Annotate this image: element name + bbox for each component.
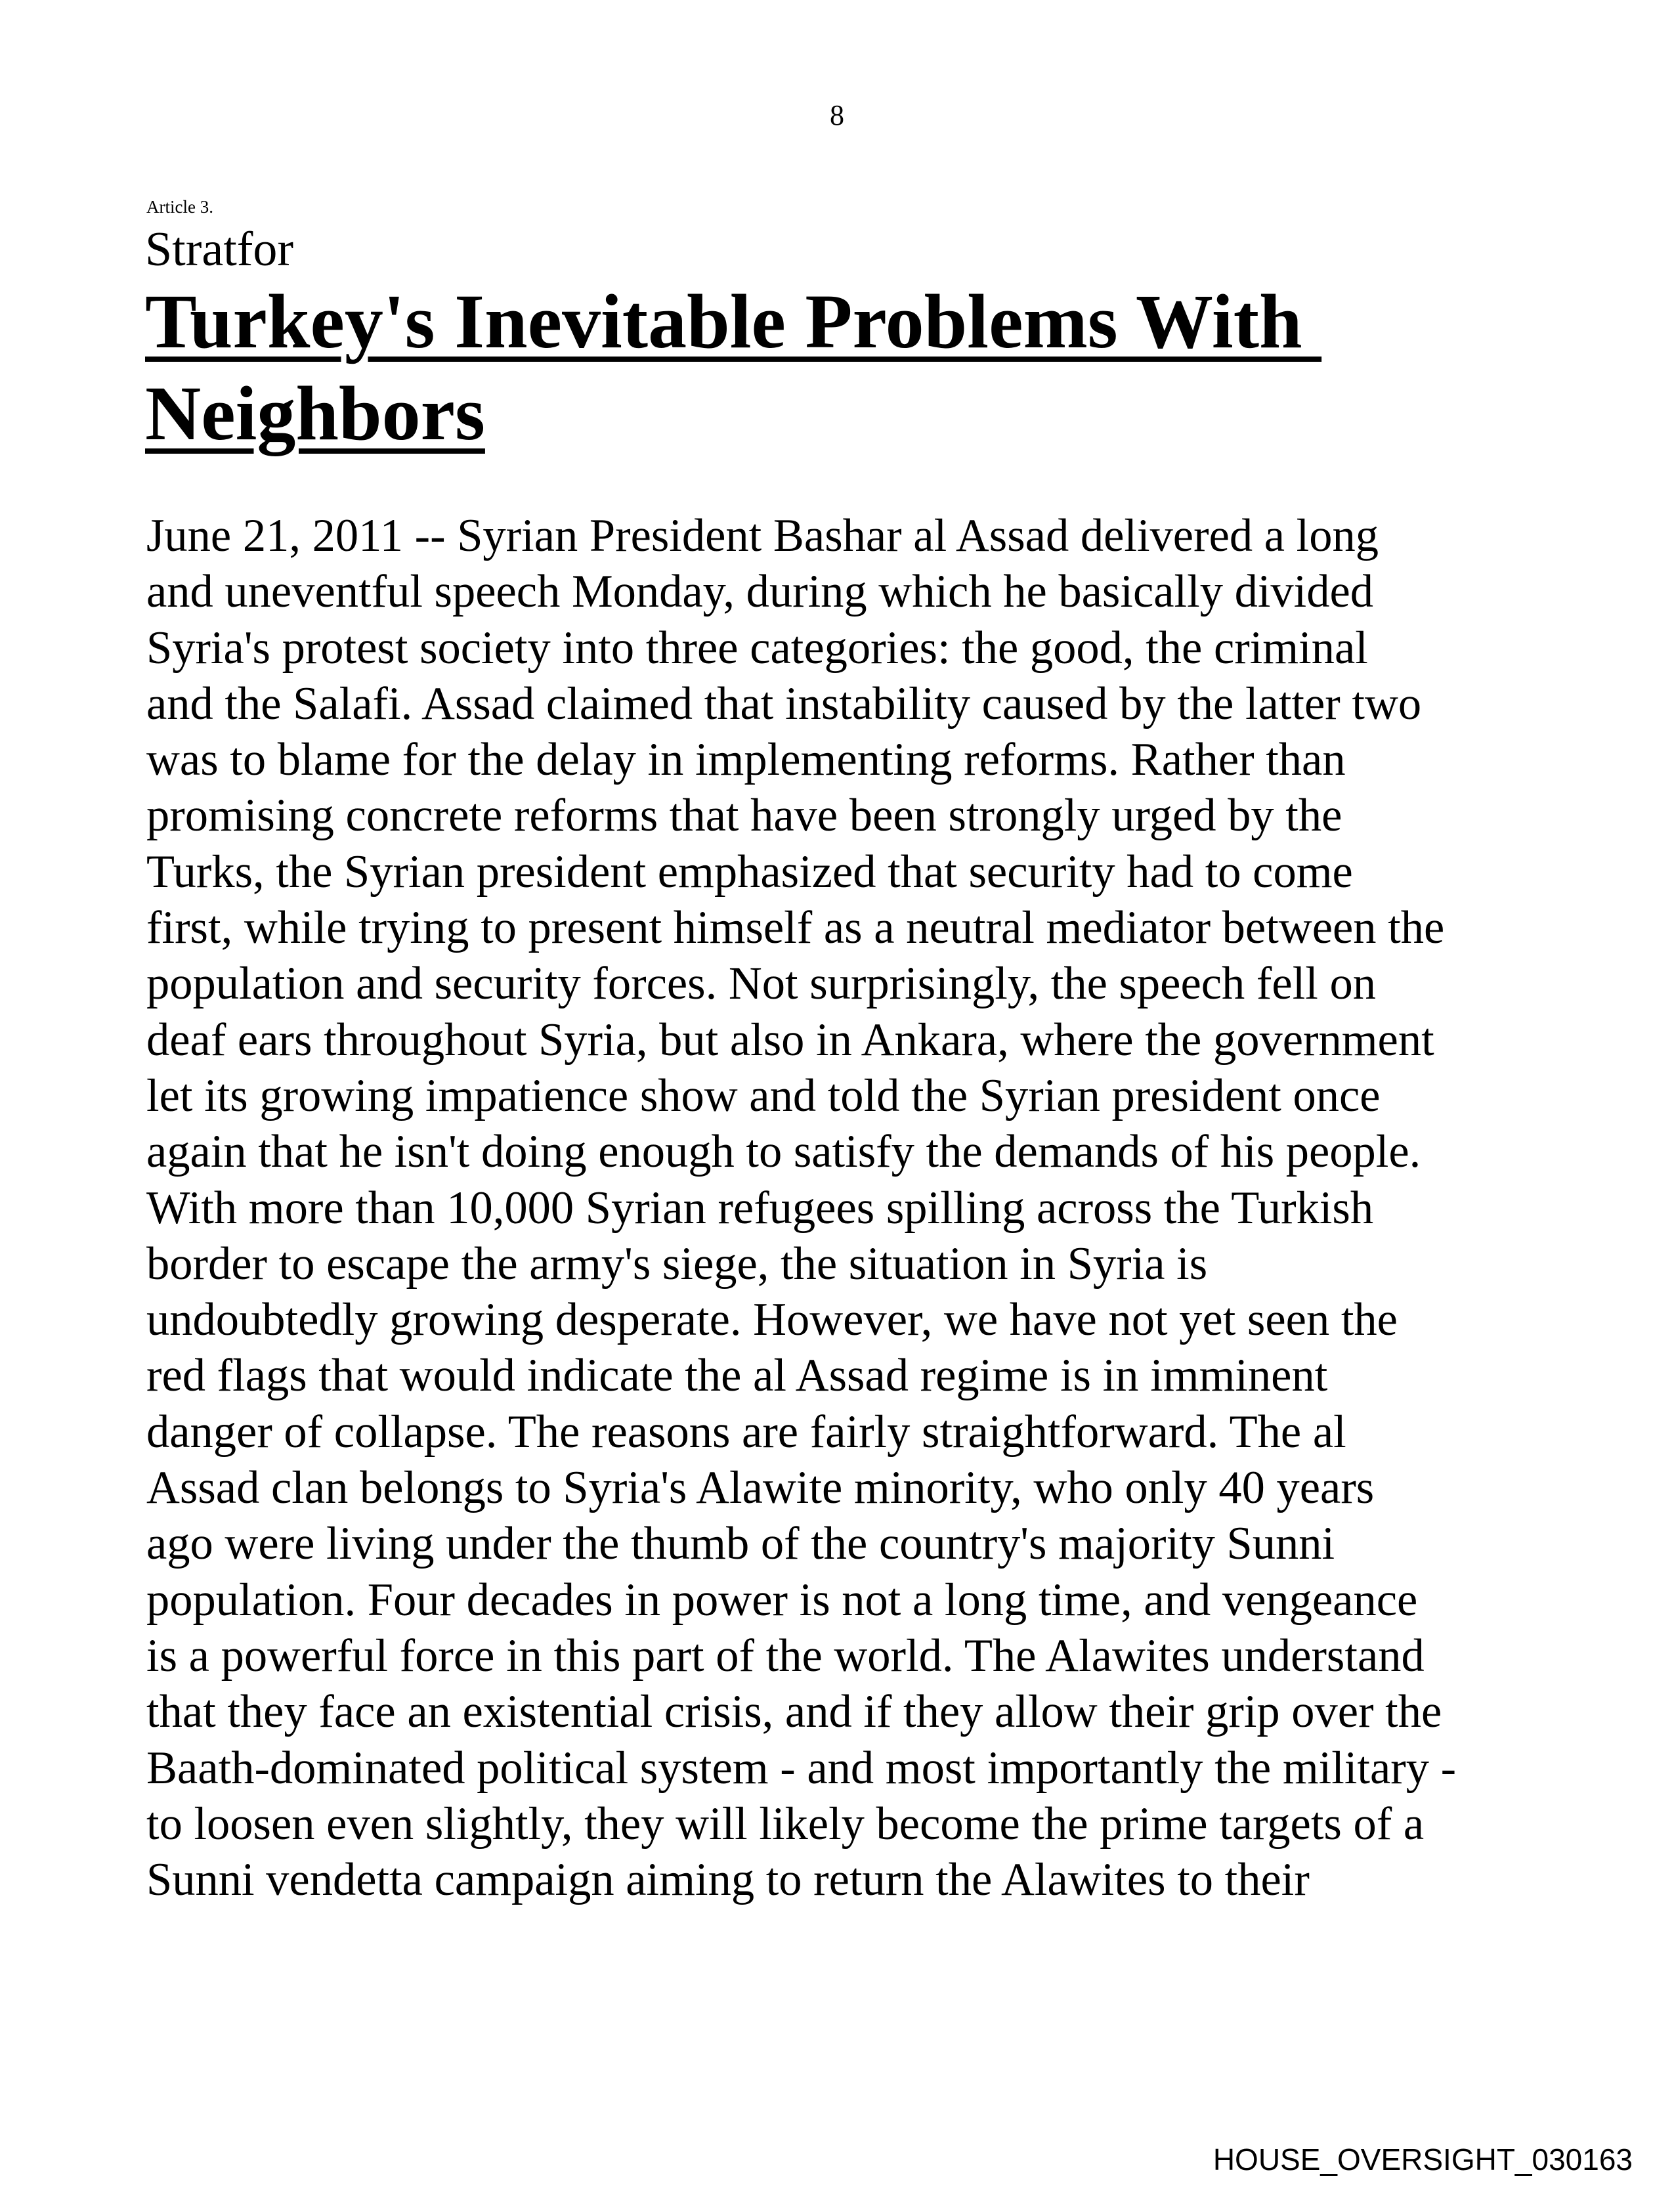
article-label: Article 3. (146, 197, 213, 217)
body-line: let its growing impatience show and told the Syrian president once (146, 1070, 1381, 1121)
body-line: ago were living under the thumb of the country's majority Sunni (146, 1518, 1335, 1570)
body-line: and uneventful speech Monday, during which he basically divided (146, 566, 1374, 618)
document-id: HOUSE_OVERSIGHT_030163 (1213, 2142, 1633, 2177)
body-line: Sunni vendetta campaign aiming to return the Alawites to their (146, 1854, 1310, 1906)
article-title (145, 276, 1321, 460)
body-line: and the Salafi. Assad claimed that instability caused by the latter two (146, 678, 1422, 729)
article-body (146, 508, 1456, 1908)
body-line: was to blame for the delay in implementing reforms. Rather than (146, 734, 1346, 786)
title-line: Turkey's Inevitable Problems With (145, 278, 1322, 364)
body-line: danger of collapse. The reasons are fairly straightforward. The al (146, 1406, 1346, 1458)
page-number: 8 (830, 99, 844, 131)
body-line: to loosen even slightly, they will likely become the prime targets of a (146, 1798, 1425, 1850)
body-line: Turks, the Syrian president emphasized that security had to come (146, 846, 1353, 898)
body-line: promising concrete reforms that have been strongly urged by the (146, 790, 1342, 842)
title-line: Neighbors (145, 370, 485, 456)
body-line: Baath-dominated political system - and most importantly the military - (146, 1742, 1457, 1794)
body-line: is a powerful force in this part of the world. The Alawites understand (146, 1630, 1425, 1681)
body-line: that they face an existential crisis, and if they allow their grip over the (146, 1686, 1442, 1738)
body-line: Syria's protest society into three categories: the good, the criminal (146, 622, 1368, 674)
body-line: deaf ears throughout Syria, but also in Ankara, where the government (146, 1014, 1434, 1066)
body-line: With more than 10,000 Syrian refugees spilling across the Turkish (146, 1182, 1374, 1234)
body-line: population and security forces. Not surprisingly, the speech fell on (146, 958, 1377, 1010)
body-line: June 21, 2011 -- Syrian President Bashar al Assad delivered a long (146, 510, 1379, 561)
body-line: population. Four decades in power is not a long time, and vengeance (146, 1574, 1418, 1626)
body-line: first, while trying to present himself as a neutral mediator between the (146, 902, 1445, 954)
body-line: red flags that would indicate the al Assad regime is in imminent (146, 1350, 1328, 1402)
body-line: border to escape the army's siege, the situation in Syria is (146, 1238, 1208, 1290)
body-line: again that he isn't doing enough to satisfy the demands of his people. (146, 1126, 1421, 1178)
body-line: Assad clan belongs to Syria's Alawite minority, who only 40 years (146, 1462, 1375, 1514)
source-name: Stratfor (145, 223, 294, 276)
body-line: undoubtedly growing desperate. However, we have not yet seen the (146, 1294, 1398, 1346)
